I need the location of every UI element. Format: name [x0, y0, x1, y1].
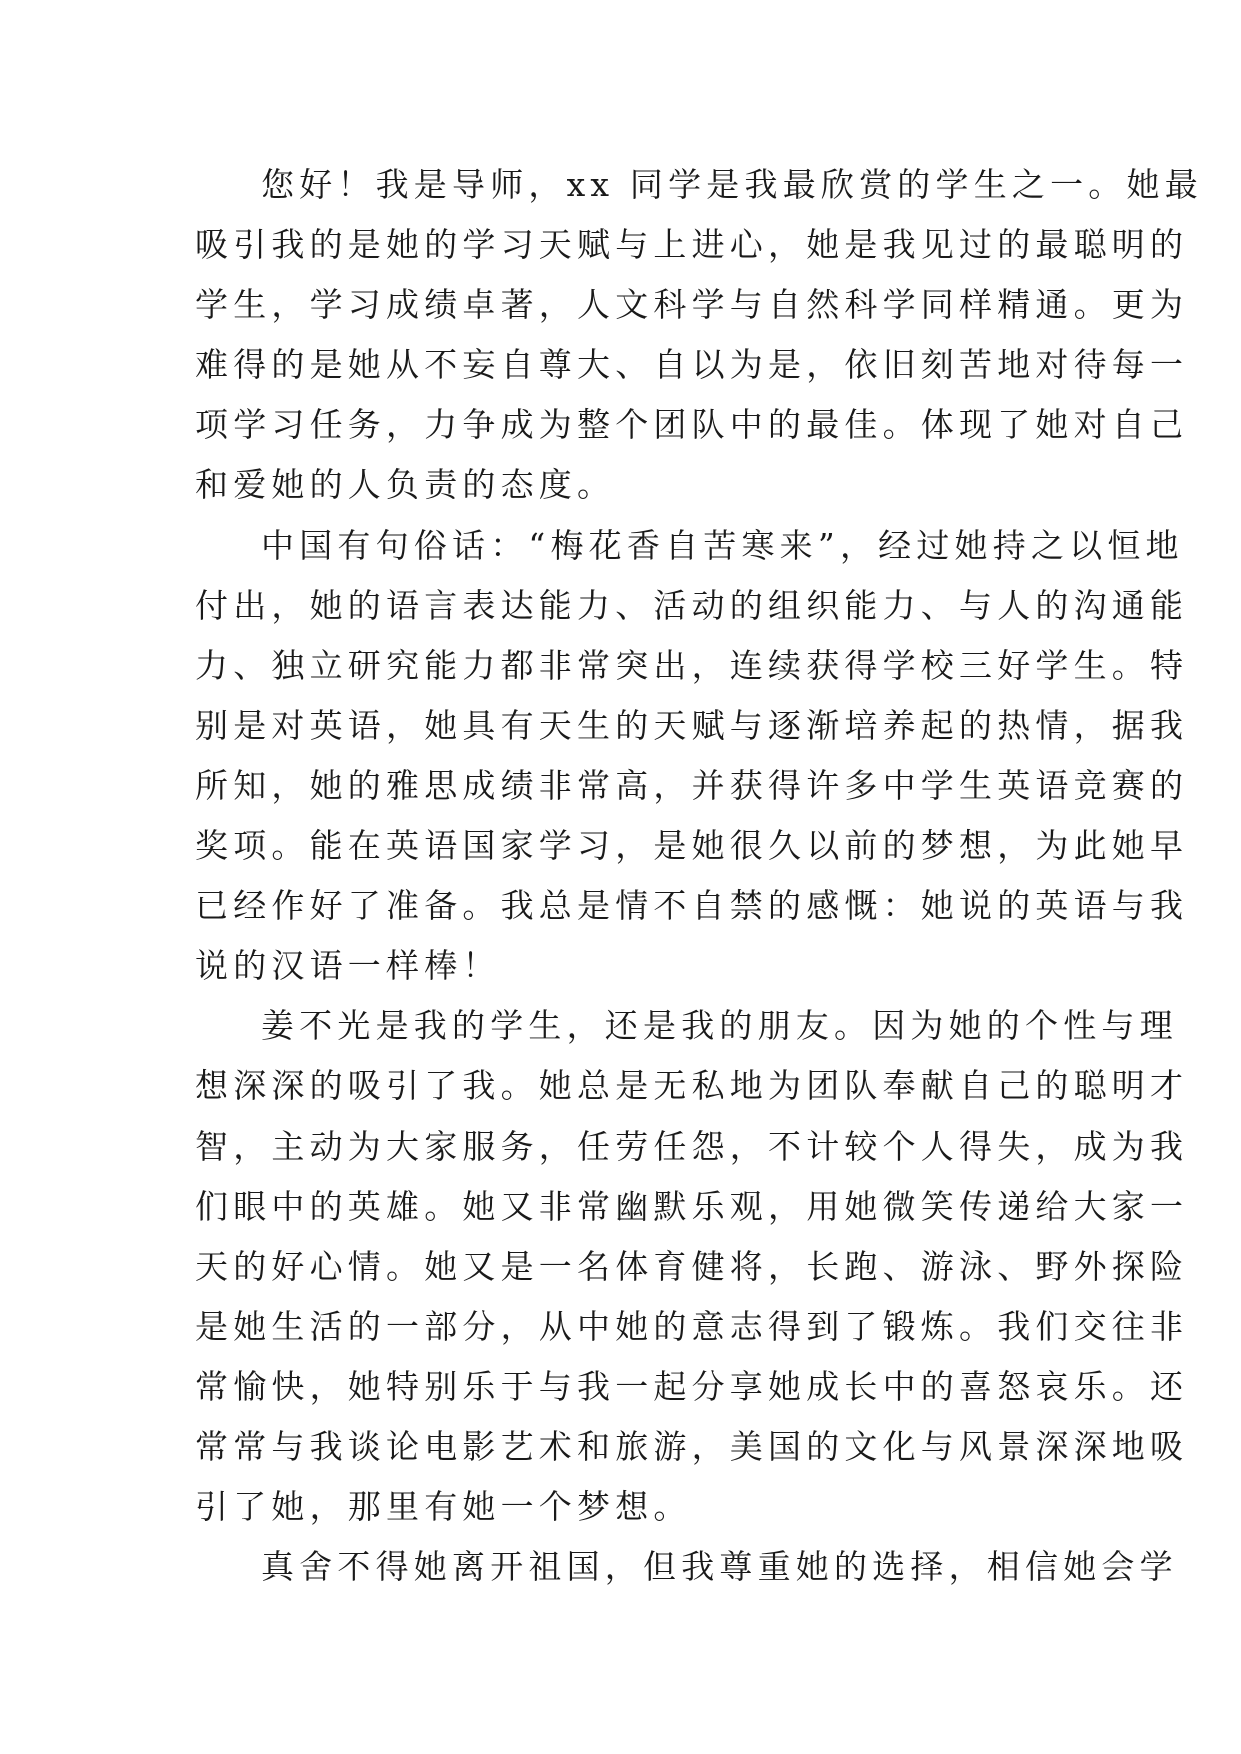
text-line: 是她生活的一部分，从中她的意志得到了锻炼。我们交往非	[195, 1306, 1189, 1346]
text-line: 天的好心情。她又是一名体育健将，长跑、游泳、野外探险	[195, 1246, 1189, 1286]
text-line: 常愉快，她特别乐于与我一起分享她成长中的喜怒哀乐。还	[195, 1366, 1189, 1406]
text-line: 引了她，那里有她一个梦想。	[195, 1487, 692, 1527]
text-line: 说的汉语一样棒！	[195, 946, 501, 986]
text-line: 想深深的吸引了我。她总是无私地为团队奉献自己的聪明才	[195, 1066, 1189, 1106]
text-line: 您好！我是导师，xx 同学是我最欣赏的学生之一。她最	[261, 165, 1203, 204]
text-line: 付出，她的语言表达能力、活动的组织能力、与人的沟通能	[195, 585, 1189, 625]
letter-body	[195, 155, 1203, 1597]
text-line: 别是对英语，她具有天生的天赋与逐渐培养起的热情，据我	[195, 705, 1189, 745]
text-line: 难得的是她从不妄自尊大、自以为是，依旧刻苦地对待每一	[195, 345, 1189, 385]
paragraph-3	[195, 996, 1189, 1537]
paragraph-2	[195, 516, 1189, 997]
text-line: 中国有句俗话：“梅花香自苦寒来”，经过她持之以恒地	[261, 525, 1184, 565]
paragraph-4	[195, 1537, 1178, 1597]
text-line: 和爱她的人负责的态度。	[195, 465, 616, 505]
text-line: 姜不光是我的学生，还是我的朋友。因为她的个性与理	[261, 1006, 1178, 1046]
text-line: 项学习任务，力争成为整个团队中的最佳。体现了她对自己	[195, 405, 1189, 445]
text-line: 所知，她的雅思成绩非常高，并获得许多中学生英语竞赛的	[195, 765, 1189, 805]
text-line: 已经作好了准备。我总是情不自禁的感慨：她说的英语与我	[195, 886, 1189, 926]
text-line: 真舍不得她离开祖国，但我尊重她的选择，相信她会学	[261, 1547, 1178, 1587]
paragraph-1	[195, 155, 1203, 516]
text-line: 学生，学习成绩卓著，人文科学与自然科学同样精通。更为	[195, 285, 1189, 325]
text-line: 吸引我的是她的学习天赋与上进心，她是我见过的最聪明的	[195, 225, 1189, 265]
text-line: 力、独立研究能力都非常突出，连续获得学校三好学生。特	[195, 645, 1189, 685]
text-line: 奖项。能在英语国家学习，是她很久以前的梦想，为此她早	[195, 826, 1189, 866]
text-line: 们眼中的英雄。她又非常幽默乐观，用她微笑传递给大家一	[195, 1186, 1189, 1226]
text-line: 智，主动为大家服务，任劳任怨，不计较个人得失，成为我	[195, 1126, 1189, 1166]
text-line: 常常与我谈论电影艺术和旅游，美国的文化与风景深深地吸	[195, 1426, 1189, 1466]
